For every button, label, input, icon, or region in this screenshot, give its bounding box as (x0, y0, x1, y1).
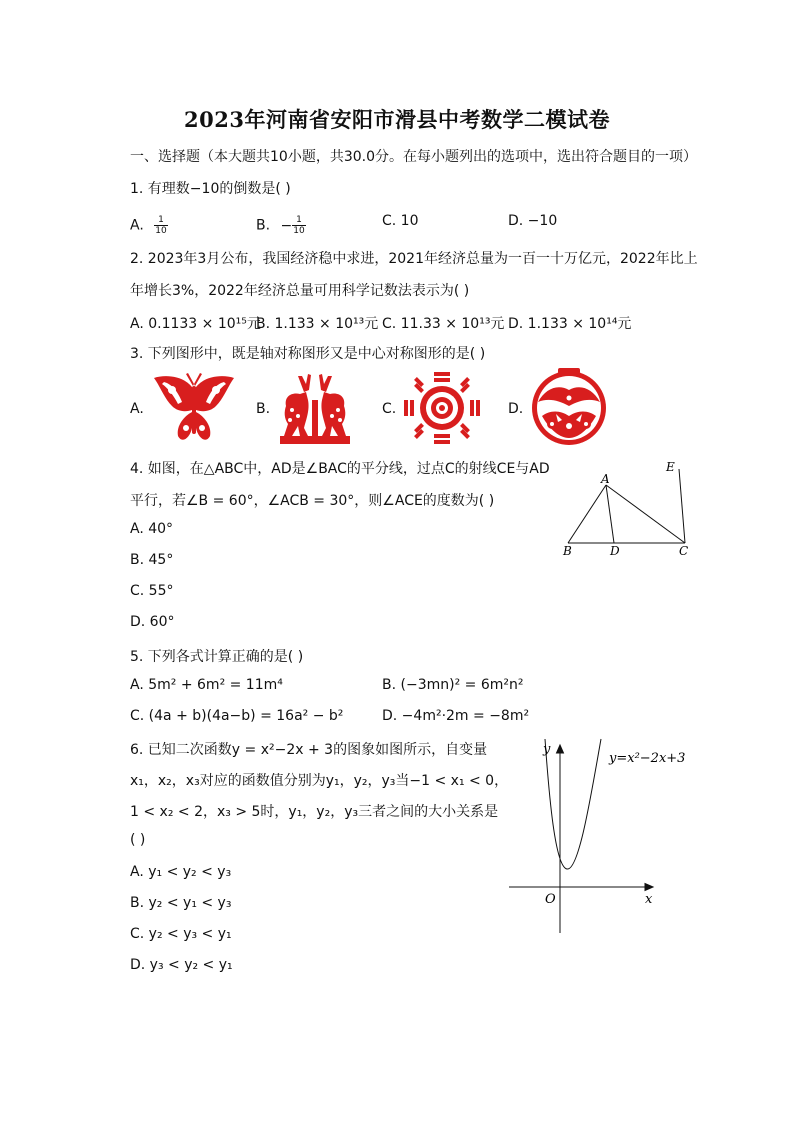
q1-b-numerator: 1 (292, 215, 305, 226)
q1-option-c[interactable]: C. 10 (382, 213, 419, 229)
q4-option-a[interactable]: A. 40° (130, 521, 174, 537)
q2-option-b[interactable]: B. 1.133 × 10¹³元 (256, 316, 379, 332)
section-heading: 一、选择题（本大题共10小题，共30.0分。在每小题列出的选项中，选出符合题目的一项） (130, 149, 697, 165)
label-b: B (563, 544, 572, 558)
q1-option-d[interactable]: D. −10 (508, 213, 558, 229)
butterfly-papercut-icon (150, 372, 238, 446)
q1-b-label: B. (256, 217, 271, 234)
q1-option-b[interactable] (256, 215, 306, 236)
q1-b-sign: − (280, 217, 293, 234)
q4-stem-line2: 平行，若∠B = 60°，∠ACB = 30°，则∠ACE的度数为( ) (130, 493, 495, 509)
q3-stem: 3. 下列图形中，既是轴对称图形又是中心对称图形的是( ) (130, 346, 486, 362)
q5-option-c[interactable]: C. (4a + b)(4a−b) = 16a² − b² (130, 708, 344, 724)
x-axis-arrow (645, 884, 653, 891)
q5-option-d[interactable]: D. −4m²·2m = −8m² (382, 708, 530, 724)
q1-a-denominator: 10 (155, 226, 167, 236)
q5-option-b[interactable]: B. (−3mn)² = 6m²n² (382, 677, 524, 693)
q6-option-a[interactable]: A. y₁ < y₂ < y₃ (130, 864, 232, 880)
q4-stem-line1: 4. 如图，在△ABC中，AD是∠BAC的平分线，过点C的射线CE与AD (130, 461, 550, 477)
q1-b-denominator: 10 (293, 226, 305, 236)
q1-b-fraction (292, 215, 305, 236)
label-c: C (679, 544, 689, 558)
q3-option-d[interactable]: D. (508, 401, 524, 417)
parabola-curve (545, 739, 601, 869)
q6-stem-line3: 1 < x₂ < 2，x₃ > 5时，y₁，y₂，y₃三者之间的大小关系是 (130, 804, 499, 820)
q4-option-c[interactable]: C. 55° (130, 583, 174, 599)
triangle-figure (555, 455, 700, 560)
q5-option-a[interactable]: A. 5m² + 6m² = 11m⁴ (130, 677, 283, 693)
q1-a-label: A. (130, 217, 144, 234)
q6-stem-line4: ( ) (130, 832, 146, 848)
label-d: D (610, 544, 620, 558)
q5-stem: 5. 下列各式计算正确的是( ) (130, 649, 304, 665)
origin-label: O (545, 892, 556, 907)
y-axis-arrow (557, 745, 564, 753)
q6-stem-line1: 6. 已知二次函数y = x²−2x + 3的图象如图所示，自变量 (130, 742, 488, 758)
segment-ac (606, 485, 685, 543)
q2-stem-line1: 2. 2023年3月公布，我国经济稳中求进，2021年经济总量为一百一十万亿元，2022年比上 (130, 251, 698, 267)
q4-option-b[interactable]: B. 45° (130, 552, 174, 568)
q4-option-d[interactable]: D. 60° (130, 614, 175, 630)
q3-option-b[interactable]: B. (256, 401, 271, 417)
q2-option-a[interactable]: A. 0.1133 × 10¹⁵元 (130, 316, 261, 332)
q6-option-b[interactable]: B. y₂ < y₁ < y₃ (130, 895, 232, 911)
segment-ab (568, 485, 606, 543)
q6-stem-line2: x₁，x₂，x₃对应的函数值分别为y₁，y₂，y₃当−1 < x₁ < 0， (130, 773, 509, 789)
page-title: 2023年河南省安阳市滑县中考数学二模试卷 (184, 107, 610, 132)
q6-option-d[interactable]: D. y₃ < y₂ < y₁ (130, 957, 233, 973)
q2-option-d[interactable]: D. 1.133 × 10¹⁴元 (508, 316, 632, 332)
snowflake-papercut-icon (402, 370, 482, 446)
segment-ad (606, 485, 614, 543)
q6-option-c[interactable]: C. y₂ < y₃ < y₁ (130, 926, 232, 942)
axis-x-label: x (645, 892, 653, 907)
axis-y-label: y (543, 742, 551, 757)
label-e: E (666, 460, 675, 474)
q1-a-fraction (154, 215, 167, 236)
label-a: A (601, 472, 610, 486)
deer-papercut-icon (276, 370, 354, 446)
q1-stem: 1. 有理数−10的倒数是( ) (130, 181, 291, 197)
function-label: y=x²−2x+3 (609, 751, 686, 766)
q2-option-c[interactable]: C. 11.33 × 10¹³元 (382, 316, 505, 332)
q3-option-c[interactable]: C. (382, 401, 397, 417)
q2-stem-line2: 年增长3%，2022年经济总量可用科学记数法表示为( ) (130, 283, 470, 299)
q1-a-numerator: 1 (154, 215, 167, 226)
q1-option-a[interactable] (130, 215, 168, 236)
ray-ce (679, 469, 685, 543)
parabola-graph (505, 735, 700, 935)
flower-ornament-papercut-icon (528, 368, 610, 448)
q3-option-a[interactable]: A. (130, 401, 144, 417)
